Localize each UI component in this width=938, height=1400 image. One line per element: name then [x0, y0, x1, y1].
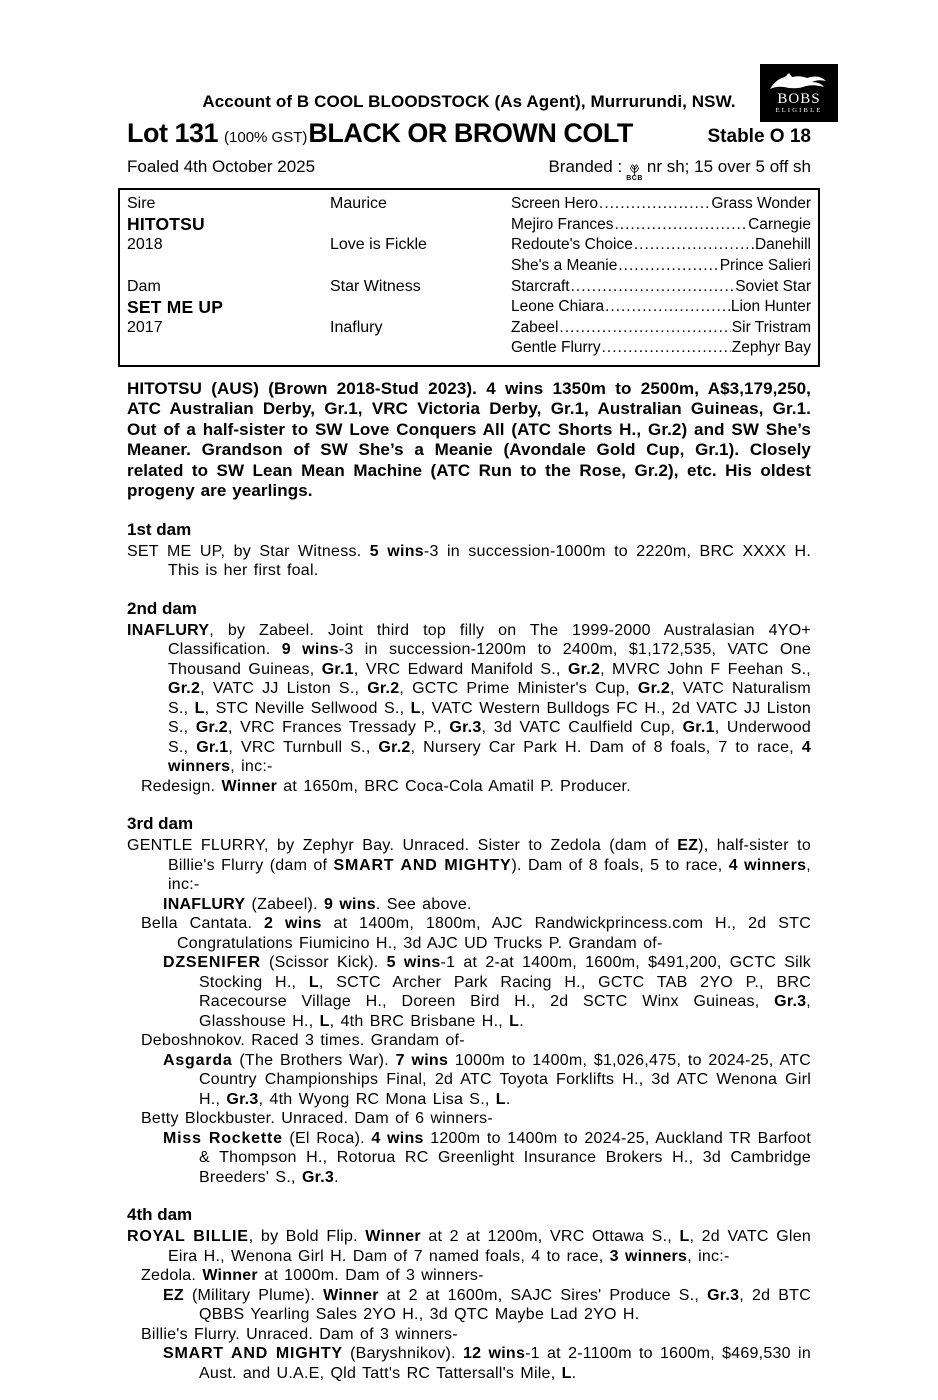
- section-heading: 1st dam: [127, 519, 192, 539]
- dam-paragraph: GENTLE FLURRY, by Zephyr Bay. Unraced. Sister to Zedola (dam of EZ), half-sister to Billie's Flurry (dam of SMART AND MIGHTY). Dam of 8 foals, 5 to race, 4 winners, inc:-: [127, 837, 812, 894]
- gst-note: (100% GST): [224, 129, 308, 146]
- progeny-entry: Asgarda (The Brothers War). 7 wins 1000m to 1400m, $1,026,475, to 2024-25, ATC Country Championships Final, 2d ATC Toyota Forklifts H., 3d ATC Wenona Girl H., Gr.3, 4th Wyong RC Mona Lisa S., L.: [163, 1051, 812, 1108]
- spacer: [330, 215, 511, 236]
- ggp-name: Mejiro Frances: [511, 215, 614, 233]
- branded-info: [548, 157, 811, 182]
- dotted-leader: [605, 298, 730, 316]
- progeny-entry: Redesign. Winner at 1650m, BRC Coca-Cola Amatil P. Producer.: [141, 777, 631, 795]
- pedigree-cross-row: [511, 338, 811, 359]
- ggp-name: Danehill: [754, 236, 811, 254]
- ggp-name: Screen Hero: [511, 195, 599, 213]
- dam-label: Dam: [127, 277, 161, 295]
- section-heading: 2nd dam: [127, 598, 197, 618]
- branded-label: Branded :: [548, 157, 623, 176]
- lot-line: [127, 118, 811, 149]
- progeny-entry: EZ (Military Plume). Winner at 2 at 1600m, SAJC Sires' Produce S., Gr.3, 2d BTC QBBS Yearling Sales 2YO H., 3d QTC Maybe Lad 2YO H.: [163, 1286, 812, 1324]
- pedigree-cross-row: [511, 235, 811, 256]
- progeny-entry: DZSENIFER (Scissor Kick). 5 wins-1 at 2-at 1400m, 1600m, $491,200, GCTC Silk Stocking H., L, SCTC Archer Park Racing H., GCTC TAB 2YO P., BRC Racecourse Village H., Doreen Bird H., 2d SCTC Winx Guineas, Gr.3, Glasshouse H., L, 4th BRC Brisbane H., L.: [163, 954, 812, 1030]
- progeny-entry: Miss Rockette (El Roca). 4 wins 1200m to 1400m to 2024-25, Auckland TR Barfoot & Thompson H., Rotorua RC Greenlight Insurance Brokers H., 3d Cambridge Breeders' S., Gr.3.: [163, 1129, 812, 1186]
- dam-year: 2017: [127, 318, 163, 336]
- pedigree-cross-row: [511, 194, 811, 215]
- section-heading: 4th dam: [127, 1205, 193, 1225]
- foaled-branded-line: [127, 157, 811, 182]
- ggp-name: Prince Salieri: [719, 257, 811, 275]
- foaled-date: Foaled 4th October 2025: [127, 157, 316, 176]
- pedigree-cross-row: [511, 256, 811, 277]
- spacer: [330, 338, 511, 359]
- ggp-name: Soviet Star: [735, 277, 811, 295]
- fourth-dam-section: [127, 1205, 811, 1383]
- pedigree-col-greatgrandparents: [511, 194, 811, 359]
- section-heading: 3rd dam: [127, 814, 194, 834]
- dotted-leader: [615, 216, 748, 234]
- grandparent-name: Maurice: [330, 195, 387, 213]
- third-dam-section: [127, 814, 811, 1187]
- grandparent-name: Star Witness: [330, 277, 421, 295]
- ggp-name: Leone Chiara: [511, 298, 605, 316]
- progeny-entry: Deboshnokov. Raced 3 times. Grandam of-: [141, 1032, 465, 1050]
- ggp-name: She's a Meanie: [511, 257, 618, 275]
- horse-title: BLACK OR BROWN COLT: [308, 118, 633, 148]
- dam-name: SET ME UP: [127, 296, 224, 317]
- dotted-leader: [559, 319, 730, 337]
- ggp-name: Lion Hunter: [730, 298, 811, 316]
- spacer: [330, 256, 511, 277]
- spacer: [330, 297, 511, 318]
- dotted-leader: [618, 257, 718, 275]
- brand-letters: BCB: [626, 175, 643, 182]
- horse-head-icon: [768, 72, 830, 92]
- first-dam-section: [127, 520, 811, 581]
- progeny-entry: Betty Blockbuster. Unraced. Dam of 6 winners-: [141, 1110, 493, 1128]
- dam-paragraph: ROYAL BILLIE, by Bold Flip. Winner at 2 at 1200m, VRC Ottawa S., L, 2d VATC Glen Eira H., Wenona Girl H. Dam of 7 named foals, 4 to race, 3 winners, inc:-: [127, 1228, 812, 1265]
- pedigree-cross-row: [511, 215, 811, 236]
- pedigree-col-grandparents: [330, 194, 511, 359]
- pedigree-table: [118, 188, 820, 367]
- progeny-entry: SMART AND MIGHTY (Baryshnikov). 12 wins-1 at 2-1100m to 1600m, $469,530 in Aust. and U.A.E, Qld Tatt's RC Tattersall's Mile, L.: [163, 1345, 811, 1382]
- ggp-name: Grass Wonder: [711, 195, 811, 213]
- ggp-name: Redoute's Choice: [511, 236, 633, 254]
- dotted-leader: [634, 236, 754, 254]
- progeny-entry: Bella Cantata. 2 wins at 1400m, 1800m, AJC Randwickprincess.com H., 2d STC Congratulations Fiumicino H., 3d AJC UD Trucks P. Grandam of-: [141, 915, 812, 952]
- ggp-name: Sir Tristram: [731, 318, 811, 336]
- branded-description: nr sh; 15 over 5 off sh: [646, 157, 811, 176]
- pedigree-cross-row: [511, 297, 811, 318]
- dotted-leader: [599, 195, 710, 213]
- second-dam-section: [127, 599, 811, 797]
- grandparent-name: Inaflury: [330, 318, 383, 336]
- sire-name: HITOTSU: [127, 214, 205, 235]
- dotted-leader: [602, 339, 731, 357]
- lot-number: Lot 131: [127, 118, 219, 148]
- ggp-name: Gentle Flurry: [511, 339, 601, 357]
- dam-paragraph: SET ME UP, by Star Witness. 5 wins-3 in succession-1000m to 2220m, BRC XXXX H. This is her first foal.: [127, 542, 812, 580]
- sire-blurb: HITOTSU (AUS) (Brown 2018-Stud 2023). 4 wins 1350m to 2500m, A$3,179,250, ATC Australian Derby, Gr.1, VRC Victoria Derby, Gr.1, Australian Guineas, Gr.1. Out of a half-sister to SW Love Conquers All (ATC Shorts H., Gr.2) and SW She’s Meaner. Grandson of SW She’s a Meanie (Avondale Gold Cup, Gr.1). Closely related to SW Lean Mean Machine (ATC Run to the Rose, Gr.2), etc. His oldest progeny are yearlings.: [127, 378, 811, 501]
- ggp-name: Starcraft: [511, 277, 570, 295]
- account-line: Account of B COOL BLOODSTOCK (As Agent), Murrurundi, NSW.: [202, 92, 736, 111]
- progeny-entry: Billie's Flurry. Unraced. Dam of 3 winners-: [141, 1325, 458, 1343]
- pedigree-cross-row: [511, 276, 811, 297]
- logo-subtext: ELIGIBLE: [775, 106, 823, 114]
- spacer: [127, 338, 330, 359]
- progeny-entry: Zedola. Winner at 1000m. Dam of 3 winners-: [141, 1267, 484, 1285]
- progeny-entry: INAFLURY (Zabeel). 9 wins. See above.: [163, 895, 472, 913]
- grandparent-name: Love is Fickle: [330, 236, 427, 254]
- spacer: [127, 256, 330, 277]
- ggp-name: Carnegie: [748, 215, 811, 233]
- pedigree-cross-row: [511, 318, 811, 339]
- pedigree-col-parents: [127, 194, 330, 359]
- dam-paragraph: INAFLURY, by Zabeel. Joint third top filly on The 1999-2000 Australasian 4YO+ Classification. 9 wins-3 in succession-1200m to 2400m, $1,172,535, VATC One Thousand Guineas, Gr.1, VRC Edward Manifold S., Gr.2, MVRC John F Feehan S., Gr.2, VATC JJ Liston S., Gr.2, GCTC Prime Minister's Cup, Gr.2, VATC Naturalism S., L, STC Neville Sellwood S., L, VATC Western Bulldogs FC H., 2d VATC JJ Liston S., Gr.2, VRC Frances Tressady P., Gr.3, 3d VATC Caulfield Cup, Gr.1, Underwood S., Gr.1, VRC Turnbull S., Gr.2, Nursery Car Park H. Dam of 8 foals, 7 to race, 4 winners, inc:-: [127, 621, 812, 776]
- sire-label: Sire: [127, 195, 156, 213]
- brand-mark-icon: [626, 164, 643, 182]
- dotted-leader: [571, 278, 735, 296]
- sire-year: 2018: [127, 236, 163, 254]
- ggp-name: Zephyr Bay: [731, 339, 811, 357]
- bobs-eligible-logo: [760, 64, 838, 122]
- ggp-name: Zabeel: [511, 318, 559, 336]
- stable-number: Stable O 18: [707, 126, 811, 147]
- logo-text: BOBS: [777, 90, 821, 107]
